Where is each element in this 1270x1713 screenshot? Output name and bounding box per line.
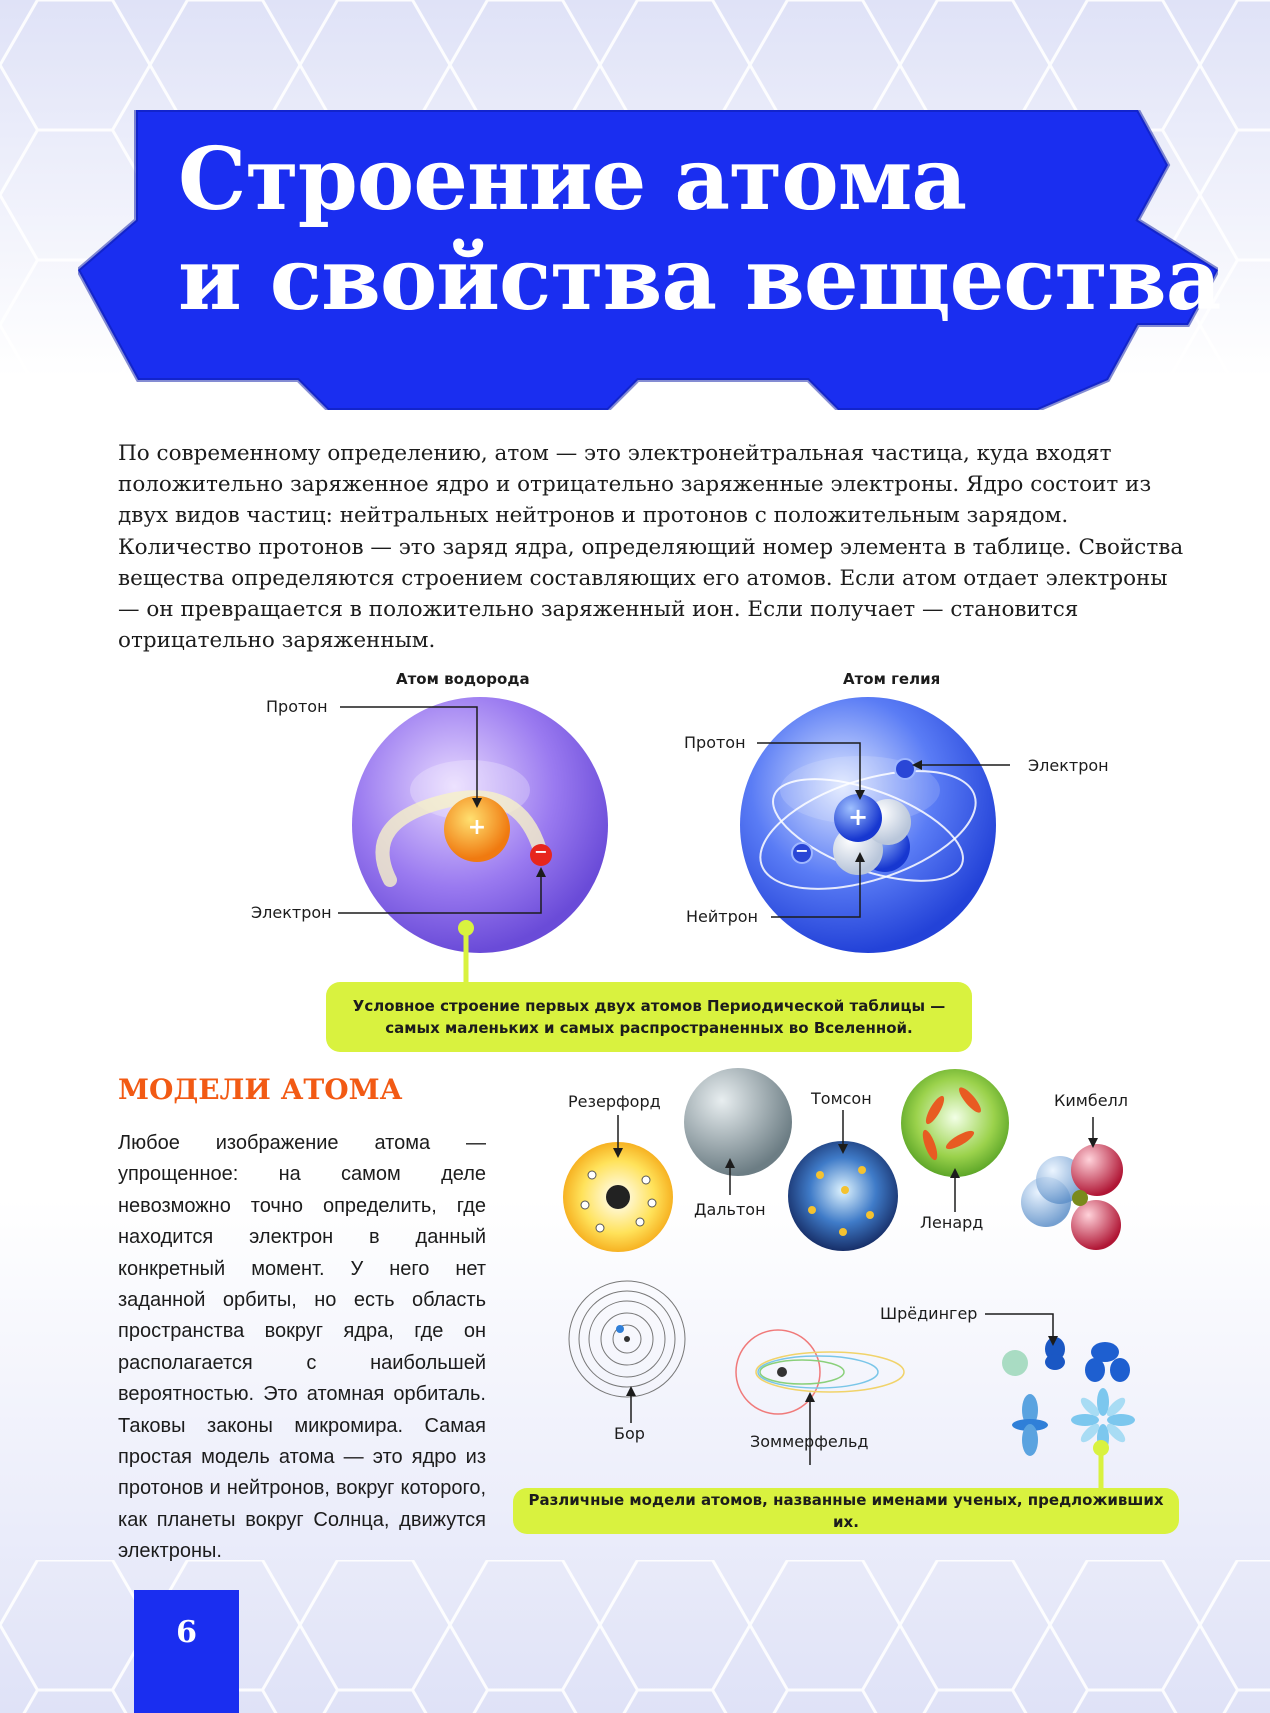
label-rutherford: Резерфорд (568, 1092, 661, 1111)
helium-neutron-label: Нейтрон (686, 907, 758, 926)
helium-electron-sign: − (795, 841, 809, 860)
model-rutherford (563, 1115, 673, 1252)
model-thomson (788, 1110, 898, 1251)
label-dalton: Дальтон (694, 1200, 766, 1219)
label-kimball: Кимбелл (1054, 1091, 1128, 1110)
label-sommerfeld: Зоммерфельд (750, 1432, 869, 1451)
helium-proton-label: Протон (684, 733, 746, 752)
hydrogen-electron-label: Электрон (251, 903, 332, 922)
atoms-caption: Условное строение первых двух атомов Периодической таблицы — самых маленьких и самых распространенных во Вселенной. (326, 982, 972, 1052)
model-lenard (901, 1069, 1009, 1212)
helium-title: Атом гелия (843, 670, 941, 688)
helium-proton-sign: + (847, 803, 869, 831)
models-caption: Различные модели атомов, названные именами ученых, предложивших их. (513, 1488, 1179, 1534)
title-line-1: Строение атома (178, 129, 967, 230)
label-thomson: Томсон (811, 1089, 872, 1108)
model-schrodinger (985, 1314, 1135, 1490)
hydrogen-electron-sign: − (534, 842, 548, 861)
models-heading: МОДЕЛИ АТОМА (118, 1073, 403, 1106)
helium-electron-label: Электрон (1028, 756, 1109, 775)
label-schrodinger: Шрёдингер (880, 1304, 978, 1323)
hydrogen-proton-label: Протон (266, 697, 328, 716)
helium-atom (740, 697, 1010, 953)
label-lenard: Ленард (920, 1213, 984, 1232)
hydrogen-proton-sign: + (467, 815, 487, 840)
model-kimball (1021, 1117, 1123, 1250)
hydrogen-title: Атом водорода (396, 670, 530, 688)
model-dalton (684, 1068, 792, 1195)
label-bohr: Бор (614, 1424, 645, 1443)
models-paragraph: Любое изображение атома — упрощенное: на самом деле невозможно точно определить, где находится электрон в данный конкретный момент. У него нет заданной орбиты, но есть область пространства вокруг ядра, где он располагается с наибольшей вероятностью. Это атомная орбиталь. Таковы законы микромира. Самая простая модель атома — это ядро из протонов и нейтронов, вокруг которого, как планеты вокруг Солнца, движутся электроны. (118, 1132, 486, 1563)
model-bohr (569, 1281, 685, 1423)
hydrogen-atom (338, 697, 608, 990)
title-line-2: и свойства вещества (178, 229, 1221, 330)
intro-paragraph: По современному определению, атом — это электронейтральная частица, куда входят положительно заряженное ядро и отрицательно заряженные электроны. Ядро состоит из двух видов частиц: нейтральных нейтронов и протонов с положительным зарядом. Количество протонов — это заряд ядра, определяющий номер элемента в таблице. Свойства вещества определяются строением составляющих его атомов. Если атом отдает электроны — он превращается в положительно заряженный ион. Если получает — становится отрицательно заряженным. (118, 441, 1184, 654)
page-number: 6 (176, 1615, 197, 1650)
